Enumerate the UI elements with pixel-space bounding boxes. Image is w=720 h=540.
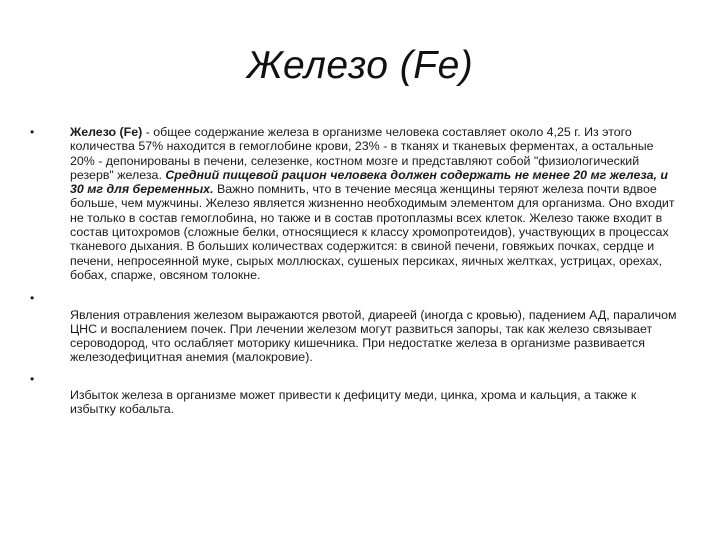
bullet-list bbox=[30, 125, 680, 417]
slide-title: Железо (Fe) bbox=[246, 44, 474, 87]
bullet-lead-term: Железо (Fe) bbox=[70, 125, 143, 139]
bullet-item-poisoning bbox=[30, 293, 680, 364]
bullet-text: Явления отравления железом выражаются рвотой, диареей (иногда с кровью), падением АД, параличом ЦНС и воспалением почек. При лечении железом могут развиться запоры, так как железо связывает сероводород, что ослабляет моторику кишечника. При недостатке железа в организме развивается железодефицитная анемия (малокровие). bbox=[70, 307, 677, 365]
bullet-icon: • bbox=[30, 125, 35, 139]
bullet-text-part: Важно помнить, что в течение месяца женщины теряют железа почти вдвое больше, чем мужчины. Железо является жизненно необходимым элементом для организма. Оно входит не только в состав гемоглобина, но также и в состав протоплазмы всех клеток. Железо также входит в состав цитохромов (сложные белки, относящиеся к классу хромопротеидов), участвующих в процессах тканевого дыхания. В больших количествах содержится: в свиной печени, говяжьих почках, сердце и печени, непросеянной муке, сырых моллюсках, сушеных персиках, яичных желтках, устрицах, орехах, бобах, спарже, овсяном толокне. bbox=[70, 182, 675, 282]
bullet-item-iron-overview bbox=[30, 125, 680, 282]
bullet-text-part: - общее содержание железа в организме человека составляет около 4,25 г. Из этого количества 57% находится в гемоглобине крови, 23% - в тканях и тканевых ферментах, а остальные 20% - депонированы в печени, селезенке, костном мозге и представляют собой "физиологический резерв" железа. bbox=[70, 125, 654, 182]
bullet-text bbox=[70, 293, 680, 307]
bullet-emphasis: Средний пищевой рацион человека должен содержать не менее 20 мг железа, и 30 мг для беременных. bbox=[70, 167, 668, 197]
bullet-icon: • bbox=[30, 371, 35, 386]
bullet-icon: • bbox=[30, 291, 35, 306]
bullet-item-excess bbox=[30, 371, 680, 417]
bullet-text bbox=[70, 125, 680, 282]
bullet-text bbox=[70, 374, 680, 388]
bullet-text: Избыток железа в организме может привести к дефициту меди, цинка, хрома и кальция, а также к избытку кобальта. bbox=[70, 388, 637, 417]
